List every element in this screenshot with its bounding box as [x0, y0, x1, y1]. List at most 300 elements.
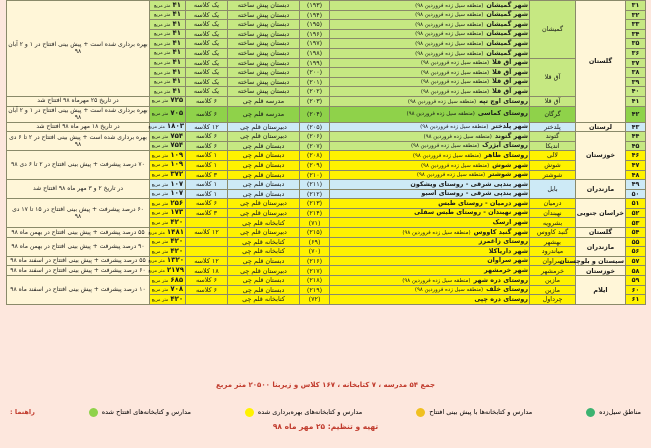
- flood-note: (منطقه سیل زده فروردین ۹۸): [402, 229, 471, 236]
- project-type: دبیرستان قلم چی: [228, 208, 300, 218]
- flood-note: (منطقه سیل زده فروردین ۹۸): [420, 69, 490, 76]
- area-value: ۲۵۶: [170, 198, 184, 207]
- area-cell: [150, 285, 186, 295]
- area-value: ۷۰۵: [170, 109, 184, 118]
- class-count: ۱ کلاسه: [186, 151, 228, 161]
- location-cell: [330, 295, 530, 305]
- county-cell: شوشتر: [530, 170, 576, 180]
- project-code: (۲۱۲): [300, 189, 330, 199]
- area-unit: متر مربع: [151, 297, 169, 303]
- legend-item-forecast: مدارس و کتابخانه‌ها با پیش بینی افتتاح: [416, 408, 532, 417]
- area-value: ۱۸۰۳: [166, 122, 184, 131]
- area-cell: [150, 218, 186, 228]
- province-cell: مازندران: [576, 237, 626, 256]
- status-note: بهره برداری شده است + پیش بینی افتتاح در ۱ و ۲ آبان ۹۸: [7, 1, 150, 97]
- province-cell: سیستان و بلوچستان: [559, 256, 624, 265]
- project-type: دبستان پیش ساخته: [228, 68, 300, 78]
- area-cell: [150, 1, 186, 11]
- location-name: روستای دره چپی: [474, 294, 528, 303]
- location-cell: [330, 208, 530, 218]
- legend-title: راهنما :: [10, 408, 35, 416]
- status-note: در تاریخ ۱۸ مهر ماه ۹۸ افتتاح شد: [7, 122, 150, 132]
- area-value: ۴۱: [172, 0, 182, 9]
- row-number: ۳۵: [626, 39, 646, 49]
- area-unit: متر مربع: [151, 163, 169, 169]
- class-count: [186, 295, 228, 305]
- county-cell: پلدختر: [530, 122, 576, 132]
- area-unit: متر مربع: [151, 220, 169, 226]
- legend-item-operational: مدارس و کتابخانه‌های بهره‌برداری شده: [245, 408, 362, 417]
- location-name: شهر شوش: [492, 160, 528, 169]
- location-name: شهر گمیشان: [486, 38, 528, 47]
- location-name: شهر آق قلا: [492, 77, 528, 86]
- location-name: شهر آق قلا: [492, 86, 528, 95]
- flood-note: (منطقه سیل زده فروردین ۹۸): [415, 2, 484, 9]
- location-name: شهر بندپی شرقی - روستای ویشکون: [410, 179, 528, 188]
- area-cell: [150, 180, 186, 190]
- class-count: ۱۸ کلاسه: [186, 266, 228, 276]
- area-cell: [150, 228, 186, 238]
- area-value: ۴۱: [172, 38, 182, 47]
- county-cell: میاندرود: [530, 247, 576, 257]
- flood-note: (منطقه سیل زده فروردین ۹۸): [402, 277, 471, 284]
- project-type: مدرسه قلم چی: [228, 96, 300, 106]
- project-code: (۱۹۷): [300, 39, 330, 49]
- location-name: روستای اوچ تپه: [479, 96, 528, 105]
- flood-note: (منطقه سیل زده فروردین ۹۸): [407, 98, 477, 105]
- status-note: بهره برداری شده است + پیش بینی افتتاح در ۲ تا ۶ دی ۹۸: [7, 132, 150, 151]
- area-unit: متر مربع: [151, 112, 169, 118]
- project-code: (۷۱): [300, 218, 330, 228]
- area-cell: [150, 96, 186, 106]
- flood-note: (منطقه سیل زده فروردین ۹۸): [410, 143, 480, 150]
- county-cell: آق قلا: [530, 58, 576, 96]
- location-cell: [330, 29, 530, 39]
- project-type: دبستان پیش ساخته: [228, 39, 300, 49]
- table-row: [7, 132, 646, 142]
- project-code: (۲۰۲): [300, 87, 330, 97]
- class-count: یک کلاسه: [186, 48, 228, 58]
- project-code: (۶۹): [300, 237, 330, 247]
- class-count: ۱ کلاسه: [186, 160, 228, 170]
- project-code: (۲۰۷): [300, 141, 330, 151]
- project-code: (۷۰): [300, 247, 330, 257]
- area-unit: متر مربع: [153, 51, 171, 57]
- location-cell: [330, 87, 530, 97]
- location-name: روستای خلف: [486, 285, 528, 294]
- location-cell: [330, 170, 530, 180]
- county-cell: بشرویه: [530, 218, 576, 228]
- area-cell: [150, 295, 186, 305]
- area-cell: [150, 77, 186, 87]
- county-cell: شوش: [530, 160, 576, 170]
- row-number: ۶۰: [626, 285, 646, 295]
- location-cell: [330, 141, 530, 151]
- class-count: یک کلاسه: [186, 68, 228, 78]
- area-cell: [150, 170, 186, 180]
- location-name: شهر خرمشهر: [484, 266, 528, 275]
- flood-note: (منطقه سیل زده فروردین ۹۸): [415, 12, 484, 19]
- area-cell: [150, 189, 186, 199]
- location-name: شهر داریاکلا: [488, 246, 528, 255]
- area-unit: متر مربع: [151, 278, 169, 284]
- location-name: شهر ارسک: [492, 218, 528, 227]
- county-cell: گتوند: [530, 132, 576, 142]
- class-count: یک کلاسه: [186, 29, 228, 39]
- project-type: دبستان قلم چی: [228, 141, 300, 151]
- county-cell: لالی: [530, 151, 576, 161]
- class-count: ۶ کلاسه: [186, 285, 228, 295]
- status-note: ۵۵ درصد پیشرفت + پیش بینی افتتاح در بهمن ماه ۹۸: [7, 228, 150, 238]
- project-code: (۲۰۴): [300, 106, 330, 122]
- area-value: ۷۵۴: [170, 141, 184, 150]
- area-cell: [150, 266, 186, 276]
- project-code: (۲۱۶): [300, 256, 330, 266]
- area-cell: [150, 208, 186, 218]
- project-type: دبیرستان قلم چی: [228, 132, 300, 142]
- location-cell: [330, 228, 530, 238]
- location-cell: [330, 160, 530, 170]
- area-cell: [150, 58, 186, 68]
- project-code: (۱۹۴): [300, 10, 330, 20]
- county-cell: درمیان: [530, 199, 576, 209]
- location-cell: [330, 180, 530, 190]
- area-cell: [150, 151, 186, 161]
- location-name: شهر پلدختر: [491, 122, 528, 131]
- project-code: (۲۰۳): [300, 96, 330, 106]
- province-cell: گلستان: [576, 1, 626, 123]
- area-value: ۴۱: [172, 19, 182, 28]
- location-cell: [330, 132, 530, 142]
- row-number: ۴۳: [626, 122, 646, 132]
- table-row: [7, 122, 646, 132]
- project-type: کتابخانه قلم چی: [228, 295, 300, 305]
- project-type: دبیرستان قلم چی: [228, 122, 300, 132]
- status-note: در تاریخ ۲۵ مهرماه ۹۸ افتتاح شد: [7, 96, 150, 106]
- project-type: دبستان پیش ساخته: [228, 20, 300, 30]
- flood-note: (منطقه سیل زده فروردین ۹۸): [420, 88, 490, 95]
- location-name: روستای دره شهر: [473, 275, 528, 284]
- projects-table-body: [7, 1, 646, 305]
- project-type: کتابخانه قلم چی: [228, 247, 300, 257]
- class-count: یک کلاسه: [186, 10, 228, 20]
- row-number: ۴۹: [626, 180, 646, 190]
- project-code: (۲۰۸): [300, 151, 330, 161]
- legend-item-opened: مدارس و کتابخانه‌های افتتاح شده: [89, 408, 191, 417]
- area-value: ۳۷۲: [170, 170, 184, 178]
- area-value: ۲۱۷۹: [166, 265, 184, 274]
- county-cell: اندیکا: [530, 141, 576, 151]
- area-cell: [150, 199, 186, 209]
- area-cell: [150, 122, 186, 132]
- area-cell: [150, 237, 186, 247]
- project-code: (۲۱۷): [300, 266, 330, 276]
- flood-note: (منطقه سیل زده فروردین ۹۸): [420, 124, 489, 131]
- class-count: ۱۲ کلاسه: [186, 122, 228, 132]
- area-cell: [150, 29, 186, 39]
- project-code: (۲۰۱): [300, 77, 330, 87]
- row-number: ۵۲: [626, 208, 646, 218]
- location-name: شهر سراوان: [487, 256, 528, 265]
- project-code: (۲۰۶): [300, 132, 330, 142]
- row-number: ۳۶: [626, 48, 646, 58]
- class-count: [186, 218, 228, 228]
- county-cell: مازین: [530, 276, 576, 286]
- area-cell: [150, 39, 186, 49]
- table-row: [7, 228, 646, 238]
- row-number: ۵۸: [626, 266, 646, 276]
- location-name: شهر شوشتر: [488, 170, 528, 179]
- project-type: دبیرستان قلم چی: [228, 266, 300, 276]
- table-row: [7, 151, 646, 161]
- project-type: دبستان قلم چی: [228, 276, 300, 286]
- county-cell: آق قلا: [530, 96, 576, 106]
- area-unit: متر مربع: [151, 182, 169, 188]
- class-count: یک کلاسه: [186, 1, 228, 11]
- area-unit: متر مربع: [151, 173, 169, 178]
- area-cell: [150, 20, 186, 30]
- area-value: ۱۰۷: [170, 189, 184, 198]
- project-code: (۲۰۵): [300, 122, 330, 132]
- project-code: (۷۲): [300, 295, 330, 305]
- row-number: ۵۵: [626, 237, 646, 247]
- flood-note: (منطقه سیل زده فروردین ۹۸): [414, 287, 484, 294]
- class-count: ۶ کلاسه: [186, 199, 228, 209]
- class-count: یک کلاسه: [186, 20, 228, 30]
- area-cell: [150, 48, 186, 58]
- row-number: ۳۴: [626, 29, 646, 39]
- flood-note: (منطقه سیل زده فروردین ۹۸): [420, 79, 490, 86]
- project-code: (۱۹۸): [300, 48, 330, 58]
- area-value: ۱۰۹: [170, 150, 184, 159]
- location-name: روستای طاهر: [484, 150, 528, 159]
- location-name: شهر گمیشان: [486, 19, 528, 28]
- project-type: دبیرستان قلم چی: [228, 228, 300, 238]
- province-cell: خوزستان: [576, 132, 626, 180]
- area-unit: متر مربع: [151, 211, 169, 217]
- class-count: یک کلاسه: [186, 87, 228, 97]
- table-row: [7, 266, 646, 276]
- location-name: شهر آق قلا: [492, 67, 528, 76]
- location-name: روستای آبژرک: [482, 141, 528, 150]
- row-number: ۳۹: [626, 77, 646, 87]
- area-value: ۷۲۵: [170, 96, 184, 105]
- row-number: ۵۱: [626, 199, 646, 209]
- project-type: دبستان پیش ساخته: [228, 58, 300, 68]
- flood-note: (منطقه سیل زده فروردین ۹۸): [406, 111, 475, 118]
- area-value: ۱۰۷: [170, 179, 184, 188]
- project-type: دبستان پیش ساخته: [228, 1, 300, 11]
- class-count: [186, 247, 228, 257]
- legend-dot-icon: [245, 408, 254, 417]
- county-cell: خرمشهر: [530, 266, 576, 276]
- county-cell: نهبندان: [530, 208, 576, 218]
- county-cell: بهشهر: [530, 237, 576, 247]
- row-number: ۳۸: [626, 68, 646, 78]
- area-unit: متر مربع: [151, 192, 169, 198]
- location-cell: [330, 10, 530, 20]
- project-type: دبستان پیش ساخته: [228, 87, 300, 97]
- project-type: دبستان قلم چی: [228, 189, 300, 199]
- area-cell: [150, 10, 186, 20]
- location-name: شهر گمیشان: [486, 29, 528, 38]
- project-code: (۲۱۰): [300, 170, 330, 180]
- project-type: دبستان پیش ساخته: [228, 48, 300, 58]
- county-cell: مازین: [530, 285, 576, 295]
- projects-table: [6, 0, 646, 305]
- location-cell: [330, 256, 530, 266]
- location-name: شهر گمیشان: [486, 10, 528, 19]
- location-name: شهر درمیان - روستای طبس: [438, 198, 528, 207]
- area-value: ۱۴۸۱: [166, 227, 184, 236]
- status-note: ۷۰ درصد پیشرفت + پیش بینی افتتاح در ۲ تا ۶ دی ۹۸: [7, 151, 150, 180]
- location-name: شهر گتوند: [494, 131, 528, 140]
- flood-note: (منطقه سیل زده فروردین ۹۸): [415, 31, 484, 38]
- area-value: ۴۲۰: [170, 294, 184, 303]
- area-unit: متر مربع: [153, 22, 171, 28]
- area-value: ۷۰۸: [170, 285, 184, 294]
- area-unit: متر مربع: [151, 288, 169, 294]
- province-cell: گلستان: [576, 228, 626, 238]
- location-name: شهر گنبد کاووس: [473, 227, 528, 236]
- status-note: ۵۵ درصد پیشرفت + پیش بینی افتتاح در اسفند ماه ۹۸: [7, 256, 150, 266]
- row-number: ۴۸: [626, 170, 646, 180]
- area-cell: [150, 141, 186, 151]
- class-count: یک کلاسه: [186, 77, 228, 87]
- row-number: ۳۷: [626, 58, 646, 68]
- province-cell: خراسان جنوبی: [576, 199, 626, 228]
- area-unit: متر مربع: [151, 144, 169, 150]
- location-cell: [330, 20, 530, 30]
- area-unit: متر مربع: [153, 41, 171, 47]
- area-value: ۴۲۰: [170, 237, 184, 246]
- flood-note: (منطقه سیل زده فروردین ۹۸): [420, 60, 490, 67]
- row-number: ۵۶: [626, 247, 646, 257]
- area-unit: متر مربع: [153, 89, 171, 95]
- table-row: [7, 180, 646, 190]
- table-row: [7, 237, 646, 247]
- area-unit: متر مربع: [148, 125, 165, 131]
- area-unit: متر مربع: [153, 61, 171, 67]
- location-cell: [330, 58, 530, 68]
- county-cell: چرداول: [530, 295, 576, 305]
- flood-note: (منطقه سیل زده فروردین ۹۸): [412, 152, 482, 159]
- class-count: ۱۲ کلاسه: [186, 228, 228, 238]
- province-cell: لرستان: [576, 122, 626, 132]
- class-count: ۳ کلاسه: [186, 208, 228, 218]
- location-name: شهر آق قلا: [492, 58, 528, 67]
- class-count: ۶ کلاسه: [186, 96, 228, 106]
- flood-note: (منطقه سیل زده فروردین ۹۸): [423, 133, 492, 140]
- project-type: کتابخانه قلم چی: [228, 237, 300, 247]
- project-code: (۲۱۵): [300, 228, 330, 238]
- row-number: ۴۷: [626, 160, 646, 170]
- project-type: مدرسه قلم چی: [228, 106, 300, 122]
- class-count: ۱ کلاسه: [186, 180, 228, 190]
- row-number: ۴۵: [626, 141, 646, 151]
- class-count: یک کلاسه: [186, 58, 228, 68]
- table-row: [7, 199, 646, 209]
- project-code: (۲۱۳): [300, 199, 330, 209]
- area-value: ۴۱: [172, 58, 182, 67]
- area-cell: [150, 247, 186, 257]
- legend-item-flood-areas: مناطق سیل‌زده: [586, 408, 641, 417]
- project-type: دبستان قلم چی: [228, 151, 300, 161]
- table-row: [7, 1, 646, 11]
- project-type: دبستان پیش ساخته: [228, 77, 300, 87]
- area-unit: متر مربع: [151, 134, 169, 140]
- location-name: شهر گمیشان: [486, 48, 528, 57]
- area-value: ۶۸۵: [170, 275, 184, 284]
- table-row: [7, 256, 646, 266]
- row-number: ۳۱: [626, 1, 646, 11]
- area-value: ۴۲۰: [170, 217, 184, 226]
- location-cell: [330, 266, 530, 276]
- area-unit: متر مربع: [148, 259, 165, 265]
- class-count: ۱۲ کلاسه: [186, 256, 228, 266]
- location-cell: [330, 199, 530, 209]
- area-unit: متر مربع: [151, 99, 169, 105]
- area-cell: [150, 256, 186, 266]
- row-number: ۴۴: [626, 132, 646, 142]
- project-type: دبستان قلم چی: [228, 170, 300, 180]
- legend-dot-icon: [89, 408, 98, 417]
- row-number: ۵۴: [626, 228, 646, 238]
- row-number: ۵۹: [626, 276, 646, 286]
- location-name: شهر بندپی شرقی - روستای اسبو: [421, 189, 528, 198]
- status-note: بهره برداری شده است + پیش بینی افتتاح در ۱ و ۲ آبان ۹۸: [8, 106, 148, 122]
- row-number: ۵۷: [626, 256, 646, 266]
- area-unit: متر مربع: [153, 70, 171, 76]
- location-cell: [330, 39, 530, 49]
- county-cell: بابل: [530, 180, 576, 199]
- table-row: [7, 96, 646, 106]
- location-cell: [330, 247, 530, 257]
- area-value: ۱۰۹: [170, 160, 184, 169]
- row-number: ۴۶: [626, 151, 646, 161]
- class-count: ۶ کلاسه: [186, 132, 228, 142]
- row-number: ۶۱: [626, 295, 646, 305]
- area-value: ۴۱: [172, 29, 182, 38]
- area-unit: متر مربع: [148, 268, 165, 274]
- class-count: یک کلاسه: [186, 39, 228, 49]
- table-row: [7, 106, 646, 122]
- area-unit: متر مربع: [153, 80, 171, 86]
- location-cell: [330, 48, 530, 58]
- footer-date: تهیه و تنظیم: ۲۵ مهر ماه ۹۸: [272, 422, 379, 431]
- project-code: (۱۹۳): [300, 1, 330, 11]
- location-cell: [330, 276, 530, 286]
- row-number: ۵۰: [626, 189, 646, 199]
- status-note: ۱۰ درصد پیشرفت + پیش بینی افتتاح در اسفند ماه ۹۸: [7, 276, 150, 305]
- class-count: ۶ کلاسه: [186, 106, 228, 122]
- county-cell: سراوان: [530, 256, 576, 266]
- province-cell: خوزستان: [576, 266, 626, 276]
- project-code: (۲۰۰): [300, 68, 330, 78]
- location-cell: [330, 122, 530, 132]
- area-value: ۴۱: [172, 77, 182, 86]
- area-cell: [150, 276, 186, 286]
- project-type: دبستان قلم چی: [228, 256, 300, 266]
- flood-note: (منطقه سیل زده فروردین ۹۸): [415, 40, 484, 47]
- area-value: ۱۷۳: [170, 208, 184, 217]
- row-number: ۳۳: [626, 20, 646, 30]
- class-count: ۱ کلاسه: [186, 189, 228, 199]
- legend-dot-icon: [586, 408, 595, 417]
- project-type: دبستان قلم چی: [228, 160, 300, 170]
- area-unit: متر مربع: [151, 201, 169, 207]
- class-count: [186, 237, 228, 247]
